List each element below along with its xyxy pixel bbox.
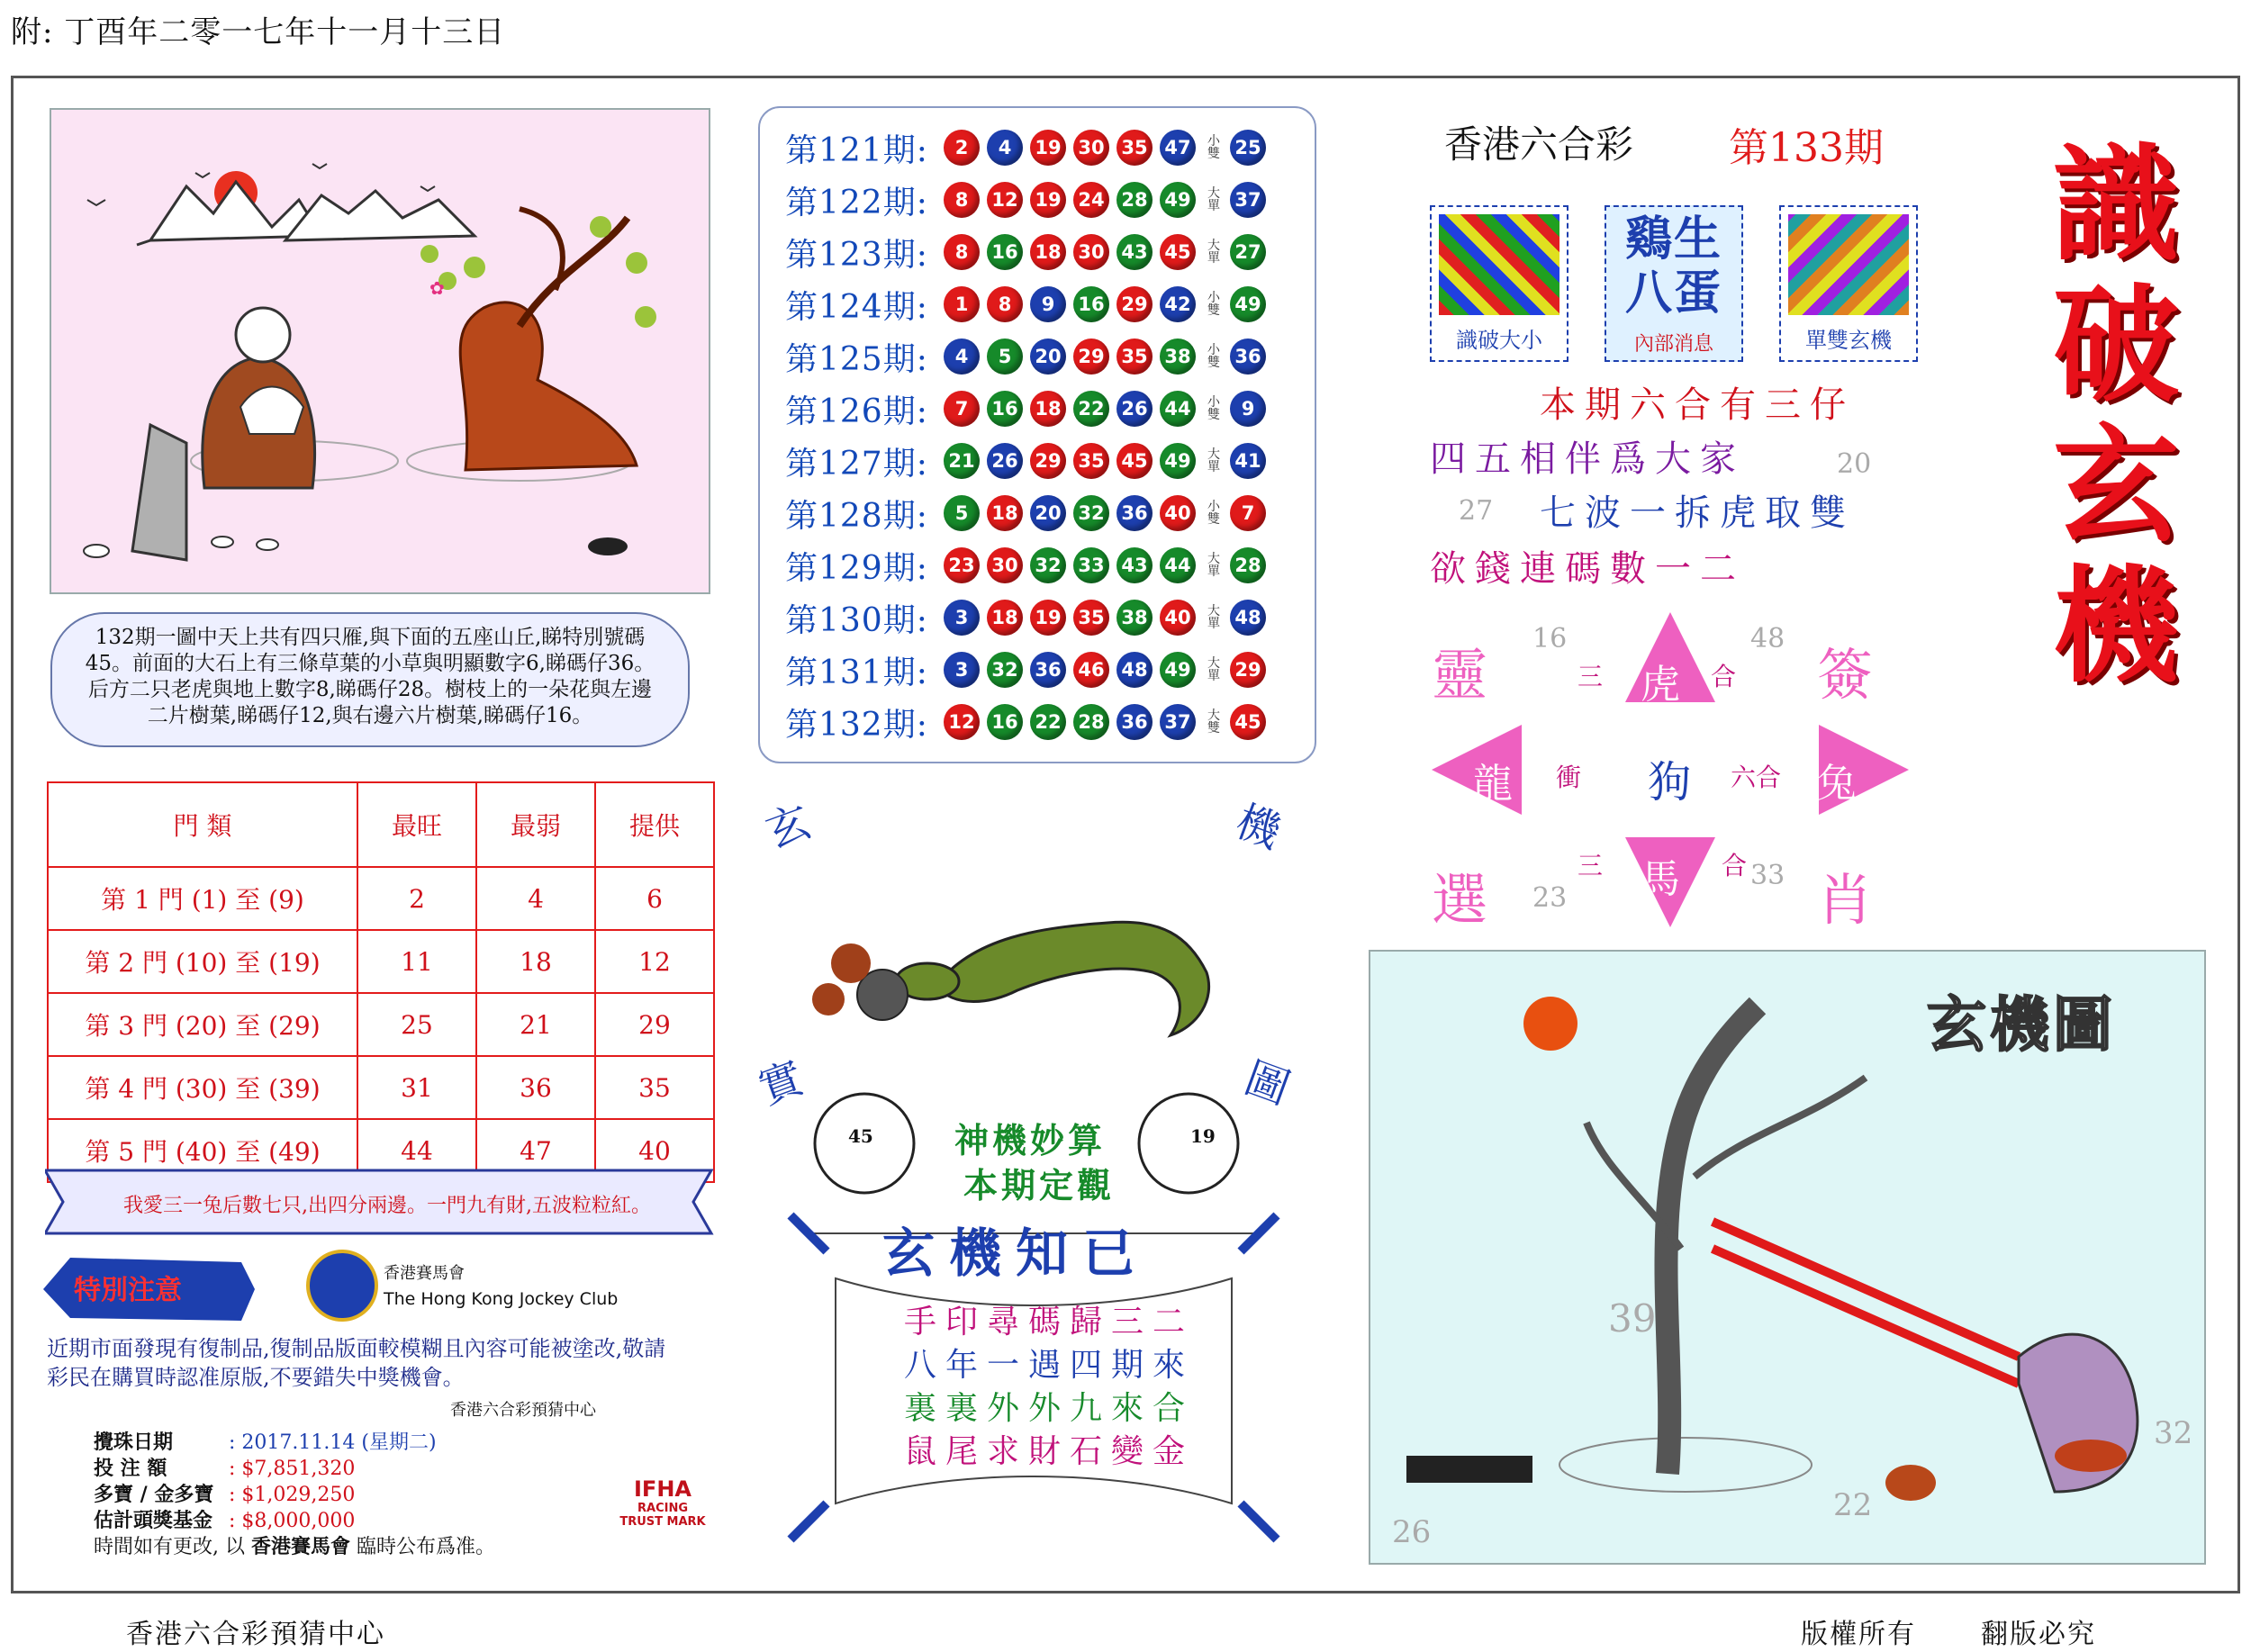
draw-est-label: 估計頭獎基金 (94, 1509, 213, 1532)
result-ball: 22 (1073, 391, 1109, 427)
result-ball: 26 (987, 443, 1023, 479)
slogan-2: 本期定觀 (963, 1165, 1116, 1205)
door-header-offer: 提供 (595, 782, 714, 867)
lizard-illustration (810, 828, 1279, 1062)
box-size (1430, 205, 1568, 362)
result-row (785, 490, 1273, 537)
result-ball: 40 (1160, 600, 1196, 636)
corner-spirit: 靈 (1432, 642, 1488, 708)
scene-number-1: 39 (1608, 1296, 1657, 1341)
result-ball: 30 (987, 547, 1023, 583)
result-special-ball: 41 (1230, 443, 1266, 479)
result-ball: 8 (987, 286, 1023, 322)
draw-bet: : $7,851,320 (229, 1458, 356, 1480)
result-issue: 第128期: (785, 497, 928, 535)
center-poem-line-2: 八年一遇四期來 (903, 1347, 1194, 1384)
corner-char-left: 玄 (759, 796, 818, 859)
result-ball: 35 (1116, 339, 1153, 375)
result-ball: 45 (1160, 234, 1196, 270)
result-row (785, 542, 1273, 589)
box-oddeven (1779, 205, 1918, 362)
door-min: 4 (476, 867, 595, 930)
big-title-2: 破 (2052, 272, 2179, 420)
result-issue: 第127期: (785, 445, 928, 483)
door-range: 第 2 門 (10) 至 (19) (48, 930, 357, 993)
result-special-ball: 37 (1230, 182, 1266, 218)
result-ball: 20 (1030, 339, 1066, 375)
diamond-mark-6: 合 (1722, 851, 1748, 880)
result-row (785, 124, 1273, 171)
result-ball: 16 (1073, 286, 1109, 322)
result-ball: 45 (1116, 443, 1153, 479)
box-inside (1605, 205, 1743, 362)
diamond-left: 龍 (1473, 761, 1513, 807)
result-issue: 第122期: (785, 184, 928, 221)
box-inside-label: 內部消息 (1633, 333, 1713, 356)
egg-number-right: 19 (1190, 1125, 1216, 1147)
result-ball: 49 (1160, 182, 1196, 218)
result-special-ball: 27 (1230, 234, 1266, 270)
notice-sign: 香港六合彩預猜中心 (450, 1401, 596, 1420)
result-ball: 19 (1030, 600, 1066, 636)
door-min: 21 (476, 993, 595, 1056)
door-max: 31 (357, 1056, 476, 1119)
center-poem-line-3: 裏裏外外九來合 (903, 1390, 1194, 1427)
door-max: 44 (357, 1119, 476, 1182)
header-date: 附: 丁酉年二零一七年十一月十三日 (11, 14, 506, 50)
scene-number-2: 32 (2154, 1415, 2193, 1451)
corner-pick: 選 (1432, 867, 1488, 933)
ifha-logo (618, 1476, 708, 1529)
result-ball: 29 (1073, 339, 1109, 375)
draw-note-c: 臨時公布爲准。 (350, 1536, 495, 1558)
door-range: 第 1 門 (1) 至 (9) (48, 867, 357, 930)
result-row (785, 333, 1273, 380)
svg-text:✿: ✿ (429, 277, 445, 299)
result-ball: 33 (1073, 547, 1109, 583)
result-ball: 1 (944, 286, 980, 322)
result-ball: 7 (944, 391, 980, 427)
result-ball: 8 (944, 182, 980, 218)
issue-number: 第133期 (1729, 125, 1884, 171)
result-issue: 第125期: (785, 340, 928, 378)
brand-name: 香港六合彩 (1444, 122, 1634, 167)
mosaic-image (1439, 214, 1559, 315)
hkjc-logo (306, 1250, 378, 1322)
side-char-left: 實 (752, 1052, 810, 1115)
result-issue: 第124期: (785, 288, 928, 326)
draw-multi-label: 多寶 / 金多寶 (94, 1483, 214, 1506)
door-range: 第 3 門 (20) 至 (29) (48, 993, 357, 1056)
result-ball: 28 (1116, 182, 1153, 218)
result-ball: 24 (1073, 182, 1109, 218)
box-oddeven-label: 單雙玄機 (1805, 328, 1892, 353)
result-special-ball: 48 (1230, 600, 1266, 636)
corner-zodiac: 肖 (1817, 867, 1874, 933)
result-ball: 4 (987, 130, 1023, 166)
result-ball: 12 (944, 704, 980, 740)
draw-info (94, 1430, 652, 1560)
big-title-3: 玄 (2052, 412, 2179, 560)
result-ball: 9 (1030, 286, 1066, 322)
big-title-1: 識 (2052, 131, 2179, 279)
result-tag: 小雙 (1207, 343, 1220, 370)
result-ball: 46 (1073, 652, 1109, 688)
result-tag: 小雙 (1207, 395, 1220, 422)
corner-sign: 簽 (1817, 642, 1874, 708)
result-ball: 35 (1073, 600, 1109, 636)
draw-bet-label: 投 注 額 (94, 1457, 167, 1480)
result-ball: 19 (1030, 130, 1066, 166)
result-ball: 16 (987, 391, 1023, 427)
result-ball: 36 (1030, 652, 1066, 688)
diamond-mark-4: 六合 (1731, 763, 1782, 792)
result-tag: 小雙 (1207, 500, 1220, 527)
result-ball: 32 (987, 652, 1023, 688)
diamond-number-3: 23 (1532, 882, 1568, 914)
footer-right-1: 版權所有 (1801, 1619, 1916, 1650)
result-ball: 44 (1160, 547, 1196, 583)
result-ball: 29 (1030, 443, 1066, 479)
diamond-right: 兔 (1817, 761, 1857, 807)
result-ball: 30 (1073, 234, 1109, 270)
hkjc-name-en: The Hong Kong Jockey Club (384, 1289, 619, 1309)
notice-badge: 特別注意 (74, 1275, 182, 1306)
diamond-mark-5: 三 (1578, 851, 1604, 880)
result-ball: 19 (1030, 182, 1066, 218)
door-range: 第 4 門 (30) 至 (39) (48, 1056, 357, 1119)
result-tag: 小雙 (1207, 134, 1220, 161)
result-tag: 大單 (1207, 604, 1220, 631)
scene-number-4: 26 (1392, 1514, 1432, 1550)
ifha-line3: TRUST MARK (619, 1515, 706, 1529)
door-max: 25 (357, 993, 476, 1056)
diamond-number-2: 48 (1750, 623, 1785, 654)
result-ball: 29 (1116, 286, 1153, 322)
result-ball: 42 (1160, 286, 1196, 322)
result-ball: 40 (1160, 495, 1196, 531)
right-poem-line-3: 七波一拆虎取雙 (1540, 492, 1855, 534)
result-special-ball: 45 (1230, 704, 1266, 740)
result-row (785, 438, 1273, 484)
result-ball: 21 (944, 443, 980, 479)
egg-number-left: 45 (848, 1125, 873, 1147)
result-ball: 36 (1116, 495, 1153, 531)
result-tag: 大雙 (1207, 709, 1220, 736)
result-ball: 43 (1116, 547, 1153, 583)
draw-multi: : $1,029,250 (229, 1484, 356, 1506)
result-special-ball: 25 (1230, 130, 1266, 166)
result-ball: 30 (1073, 130, 1109, 166)
result-ball: 12 (987, 182, 1023, 218)
result-ball: 16 (987, 704, 1023, 740)
riddle-caption: 132期一圖中天上共有四只雁,與下面的五座山丘,睇特別號碼45。前面的大石上有三條草葉的小草與明顯數字6,睇碼仔36。后方二只老虎與地上數字8,睇碼仔28。樹枝上的一朵花與左邊二片樹葉,睇碼仔12,與右邊六片樹葉,睇碼仔16。 (50, 612, 690, 747)
result-ball: 32 (1030, 547, 1066, 583)
result-ball: 37 (1160, 704, 1196, 740)
poem-number-2: 27 (1459, 495, 1494, 527)
result-issue: 第129期: (785, 549, 928, 587)
table-row (48, 993, 714, 1056)
result-ball: 5 (987, 339, 1023, 375)
center-title: 玄機知已 (882, 1223, 1150, 1284)
result-ball: 28 (1073, 704, 1109, 740)
footer-left: 香港六合彩預猜中心 (126, 1619, 385, 1650)
result-issue: 第126期: (785, 393, 928, 430)
door-min: 18 (476, 930, 595, 993)
poem-number-1: 20 (1837, 448, 1872, 480)
result-ball: 36 (1116, 704, 1153, 740)
result-issue: 第130期: (785, 601, 928, 639)
center-poem (891, 1301, 1207, 1474)
result-ball: 38 (1160, 339, 1196, 375)
result-ball: 49 (1160, 652, 1196, 688)
door-max: 2 (357, 867, 476, 930)
ifha-line2: RACING (637, 1502, 688, 1515)
door-header-type: 門 類 (48, 782, 357, 867)
result-ball: 22 (1030, 704, 1066, 740)
result-ball: 5 (944, 495, 980, 531)
diamond-mark-2: 合 (1711, 662, 1737, 691)
result-row (785, 229, 1273, 275)
result-ball: 20 (1030, 495, 1066, 531)
door-offer: 6 (595, 867, 714, 930)
footer-right-2: 翻版必究 (1981, 1619, 2096, 1650)
door-header-min: 最弱 (476, 782, 595, 867)
center-poem-line-4: 鼠尾求財石變金 (903, 1433, 1194, 1470)
riddle-illustration (51, 110, 709, 592)
scene-number-3: 22 (1833, 1487, 1873, 1523)
door-offer: 29 (595, 993, 714, 1056)
result-ball: 16 (987, 234, 1023, 270)
result-ball: 23 (944, 547, 980, 583)
result-ball: 32 (1073, 495, 1109, 531)
table-row (48, 867, 714, 930)
draw-note-a: 時間如有更改, 以 (94, 1536, 251, 1558)
side-char-right: 圖 (1238, 1052, 1297, 1115)
diamond-number-1: 16 (1532, 623, 1568, 654)
result-tag: 大單 (1207, 447, 1220, 474)
notice-body: 近期市面發現有復制品,復制品版面較模糊且內容可能被塗改,敬請彩民在購買時認准原版,不要錯失中獎機會。 (47, 1336, 666, 1390)
result-ball: 49 (1160, 443, 1196, 479)
result-tag: 大單 (1207, 186, 1220, 213)
diamond-top: 虎 (1641, 662, 1680, 708)
result-tag: 大單 (1207, 552, 1220, 579)
draw-est: : $8,000,000 (229, 1510, 356, 1532)
result-ball: 18 (987, 600, 1023, 636)
results-panel (758, 106, 1316, 763)
result-special-ball: 36 (1230, 339, 1266, 375)
result-ball: 8 (944, 234, 980, 270)
result-special-ball: 9 (1230, 391, 1266, 427)
box-size-label: 識破大小 (1456, 328, 1542, 353)
right-poem-line-1: 本期六合有三仔 (1540, 384, 1855, 426)
table-row (48, 930, 714, 993)
result-ball: 18 (1030, 391, 1066, 427)
big-title-4: 機 (2052, 553, 2179, 700)
door-header-max: 最旺 (357, 782, 476, 867)
result-ball: 47 (1160, 130, 1196, 166)
result-ball: 38 (1116, 600, 1153, 636)
result-row (785, 699, 1273, 745)
result-ball: 26 (1116, 391, 1153, 427)
banner-text: 我愛三一兔后數七只,出四分兩邊。一門九有財,五波粒粒紅。 (123, 1195, 651, 1217)
draw-date: : 2017.11.14 (星期二) (229, 1431, 437, 1454)
result-issue: 第131期: (785, 654, 928, 691)
door-offer: 12 (595, 930, 714, 993)
draw-note-b: 香港賽馬會 (250, 1535, 350, 1558)
draw-date-label: 攪珠日期 (94, 1431, 174, 1454)
hkjc-name-cn: 香港賽馬會 (384, 1264, 465, 1283)
diamond-mark-3: 衝 (1556, 763, 1582, 792)
diamond-number-4: 33 (1750, 860, 1785, 891)
result-ball: 18 (987, 495, 1023, 531)
diamond-center: 狗 (1648, 757, 1692, 808)
result-issue: 第123期: (785, 236, 928, 274)
door-table (47, 781, 715, 1183)
result-row (785, 281, 1273, 328)
door-min: 47 (476, 1119, 595, 1182)
diamond-bottom: 馬 (1641, 856, 1680, 902)
door-min: 36 (476, 1056, 595, 1119)
result-row (785, 385, 1273, 432)
big-title (2008, 131, 2224, 700)
result-issue: 第121期: (785, 131, 928, 169)
result-row (785, 176, 1273, 223)
door-max: 11 (357, 930, 476, 993)
result-ball: 18 (1030, 234, 1066, 270)
result-ball: 3 (944, 600, 980, 636)
right-poem-line-2: 四五相伴爲大家 (1430, 438, 1745, 480)
result-ball: 48 (1116, 652, 1153, 688)
result-special-ball: 49 (1230, 286, 1266, 322)
result-row (785, 594, 1273, 641)
door-offer: 35 (595, 1056, 714, 1119)
result-tag: 大單 (1207, 239, 1220, 266)
result-ball: 43 (1116, 234, 1153, 270)
right-poem-line-4: 欲錢連碼數一二 (1430, 548, 1745, 590)
mosaic-image (1788, 214, 1909, 315)
result-ball: 35 (1073, 443, 1109, 479)
slogan-1: 神機妙算 (954, 1120, 1107, 1160)
result-ball: 3 (944, 652, 980, 688)
result-tag: 大單 (1207, 656, 1220, 683)
riddle-picture (50, 108, 710, 594)
result-ball: 2 (944, 130, 980, 166)
result-tag: 小雙 (1207, 291, 1220, 318)
door-offer: 40 (595, 1119, 714, 1182)
result-issue: 第132期: (785, 706, 928, 744)
door-range: 第 5 門 (40) 至 (49) (48, 1119, 357, 1182)
result-ball: 4 (944, 339, 980, 375)
scene-title: 玄機圖 (1927, 989, 2116, 1060)
ifha-line1: IFHA (634, 1476, 692, 1502)
center-poem-line-1: 手印尋碼歸三二 (903, 1304, 1194, 1341)
diamond-mark-1: 三 (1578, 662, 1604, 691)
result-special-ball: 7 (1230, 495, 1266, 531)
result-ball: 35 (1116, 130, 1153, 166)
corner-char-right: 機 (1229, 796, 1288, 859)
box-inside-big: 鷄生八蛋 (1624, 212, 1722, 320)
result-special-ball: 28 (1230, 547, 1266, 583)
result-special-ball: 29 (1230, 652, 1266, 688)
result-row (785, 646, 1273, 693)
result-ball: 44 (1160, 391, 1196, 427)
table-row (48, 1056, 714, 1119)
